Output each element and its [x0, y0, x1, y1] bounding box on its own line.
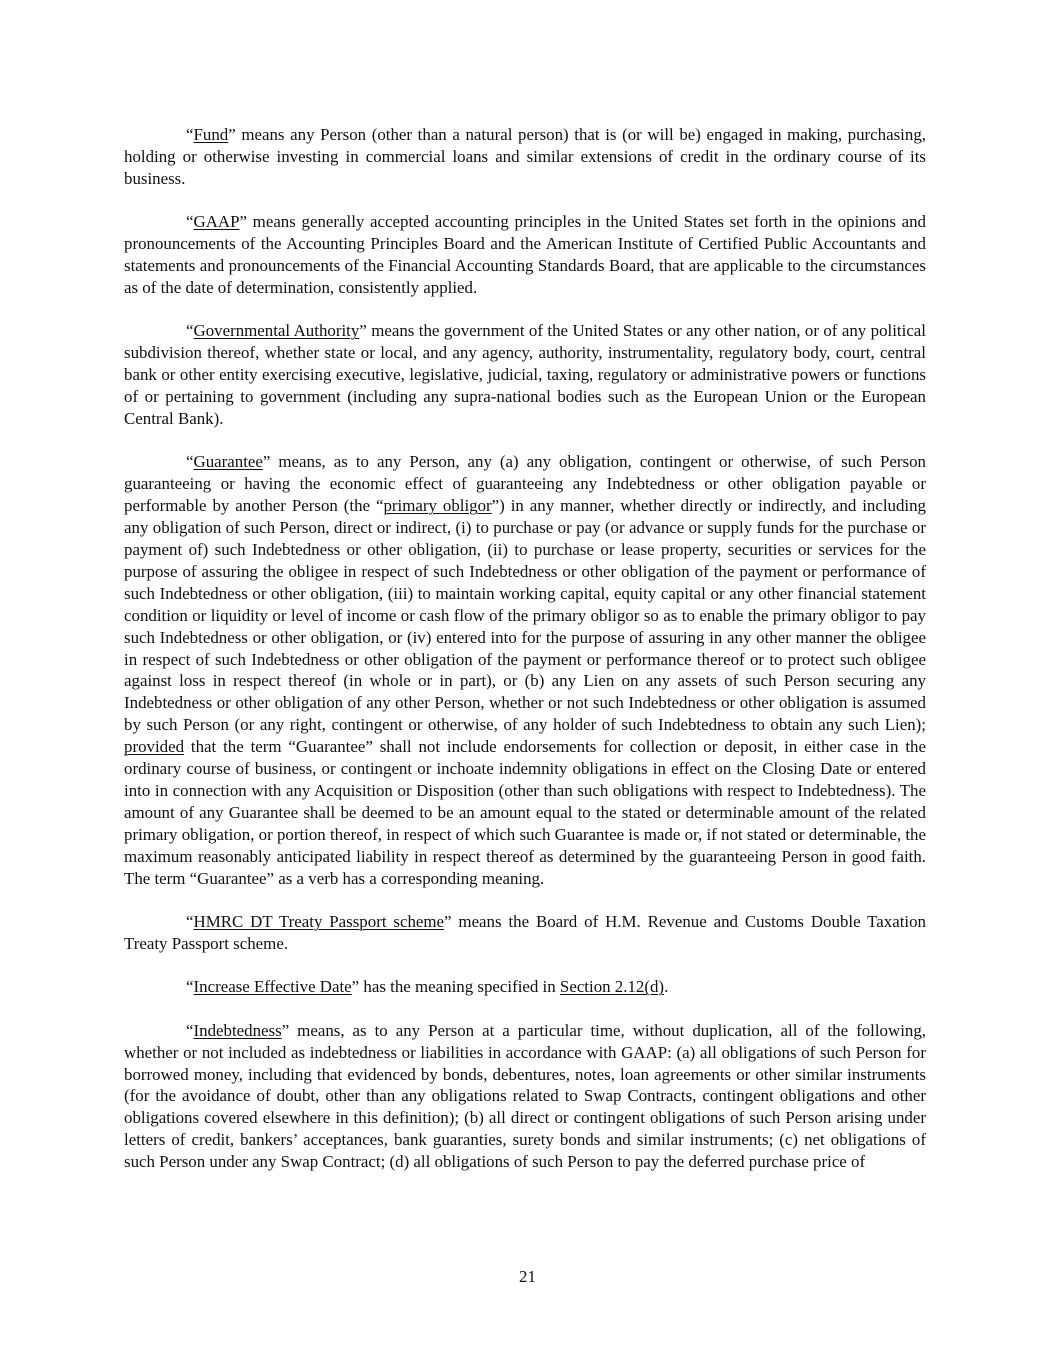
definition-text: has the meaning specified in [359, 977, 560, 997]
proviso-term: provided [124, 737, 185, 757]
open-quote: “ [186, 452, 194, 472]
definition-governmental-authority [124, 320, 926, 430]
defined-term: HMRC DT Treaty Passport scheme [193, 912, 445, 931]
close-quote: ” [281, 1020, 290, 1040]
definition-text: ”) in any manner, whether directly or indirectly, and including any obligation of such Person, direct or indirect, (i) to purchase or pay (or advance or supply funds for the purchase or payment of) such Indebtedness or other obligation, (ii) to purchase or lease property, securities or services for the purpose of assuring the obligee in respect of such Indebtedness or other obligation of the payment or performance of such Indebtedness or other obligation, (iii) to maintain working capital, equity capital or any other financial statement condition or liquidity or level of income or cash flow of the primary obligor so as to enable the primary obligor to pay such Indebtedness or other obligation, or (iv) entered into for the purpose of assuring in any other manner the obligee in respect of such Indebtedness or other obligation of the payment or performance thereof or to protect such obligee against loss in respect thereof (in whole or in part), or (b) any Lien on any assets of such Person securing any Indebtedness or other obligation of any other Person, whether or not such Indebtedness or other obligation is assumed by such Person (or any right, contingent or otherwise, of any holder of such Indebtedness to obtain any such Lien); [124, 496, 926, 735]
close-quote: ” [262, 452, 271, 472]
open-quote: “ [186, 125, 194, 144]
defined-term: Fund [193, 125, 229, 144]
definition-guarantee [124, 451, 926, 889]
definition-text: means the Board of H.M. Revenue and Customs Double Taxation Treaty Passport scheme. [124, 912, 927, 953]
definition-text: means, as to any Person, any (a) any obligation, contingent or otherwise, of such Person guaranteeing or having the economic effect of guaranteeing any Indebtedness or other obligation payable or performable by another Person (the “ [124, 452, 926, 516]
open-quote: “ [186, 977, 194, 997]
open-quote: “ [186, 212, 194, 232]
definition-indebtedness [124, 1020, 926, 1173]
definition-gaap [124, 211, 926, 299]
close-quote: ” [228, 125, 236, 144]
definition-text: means generally accepted accounting principles in the United States set forth in the opinions and pronouncements of the Accounting Principles Board and the American Institute of Certified Public Accountants and statements and pronouncements of the Financial Accounting Standards Board, that are applicable to the circumstances as of the date of determination, consistently applied. [124, 212, 926, 297]
open-quote: “ [186, 1020, 194, 1040]
defined-term: Increase Effective Date [193, 977, 352, 997]
definition-hmrc-dt-treaty-passport-scheme [124, 911, 926, 955]
close-quote: ” [359, 321, 367, 341]
open-quote: “ [186, 321, 194, 341]
open-quote: “ [186, 912, 194, 931]
definition-fund [124, 124, 926, 190]
inline-defined-term: primary obligor [383, 496, 492, 516]
definition-text: . [664, 977, 669, 997]
definition-text: means, as to any Person at a particular time, without duplication, all of the following, whether or not included as indebtedness or liabilities in accordance with GAAP: (a) all obligations of such Person for borrowed money, including that evidenced by bonds, debentures, notes, loan agreements or other similar instruments (for the avoidance of doubt, other than any obligations related to Swap Contracts, contingent obligations and other obligations covered elsewhere in this definition); (b) all direct or contingent obligations of such Person arising under letters of credit, bankers’ acceptances, bank guaranties, surety bonds and similar instruments; (c) net obligations of such Person under any Swap Contract; (d) all obligations of such Person to pay the deferred purchase price of [124, 1020, 926, 1172]
defined-term: Indebtedness [193, 1020, 282, 1040]
section-reference: Section 2.12(d) [559, 977, 665, 997]
close-quote: ” [239, 212, 247, 232]
close-quote: ” [351, 977, 360, 997]
page-number: 21 [519, 1267, 536, 1286]
defined-term: Governmental Authority [193, 321, 360, 341]
document-page [124, 124, 926, 1195]
defined-term: Guarantee [193, 452, 263, 472]
definition-text: means the government of the United States or any other nation, or of any political subdivision thereof, whether state or local, and any agency, authority, instrumentality, regulatory body, court, central bank or other entity exercising executive, legislative, judicial, taxing, regulatory or administrative powers or functions of or pertaining to government (including any supra-national bodies such as the European Union or the European Central Bank). [124, 321, 926, 428]
definition-increase-effective-date [124, 976, 926, 998]
defined-term: GAAP [193, 212, 240, 232]
close-quote: ” [444, 912, 452, 931]
definition-text: means any Person (other than a natural person) that is (or will be) engaged in making, purchasing, holding or otherwise investing in commercial loans and similar extensions of credit in the ordinary course of its business. [124, 125, 926, 188]
definition-text: that the term “Guarantee” shall not include endorsements for collection or deposit, in either case in the ordinary course of business, or contingent or inchoate indemnity obligations in effect on the Closing Date or entered into in connection with any Acquisition or Disposition (other than such obligations with respect to Indebtedness). The amount of any Guarantee shall be deemed to be an amount equal to the stated or determinable amount of the related primary obligation, or portion thereof, in respect of which such Guarantee is made or, if not stated or determinable, the maximum reasonably anticipated liability in respect thereof as determined by the guaranteeing Person in good faith. The term “Guarantee” as a verb has a corresponding meaning. [124, 737, 926, 888]
